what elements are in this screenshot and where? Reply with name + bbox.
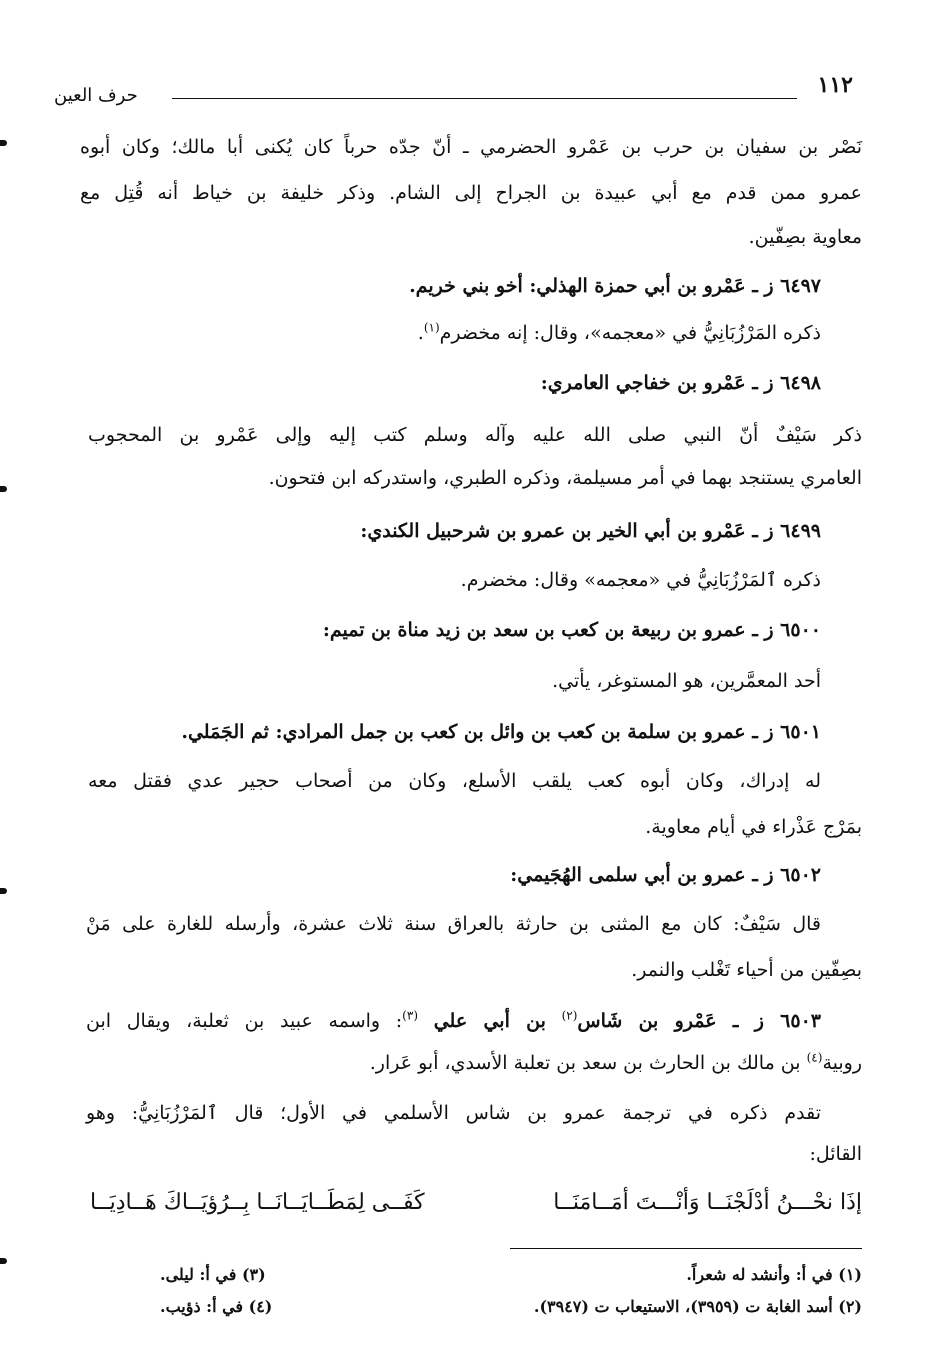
footnote-ref: (٤) — [806, 1050, 823, 1065]
footnote-rule — [510, 1248, 862, 1249]
body-line: تقدم ذكره في ترجمة عمرو بن شاس الأسلمي في الأول؛ قال ٱلمَرْزُبَانِيُّ: وهو — [86, 1102, 821, 1124]
entry-heading-6502: ٦٥٠٢ ز ـ عمرو بن أبي سلمى الهُجَيمي: — [510, 864, 821, 886]
footnote-4: (٤) في أ: ذؤيب. — [160, 1297, 273, 1316]
entry-text-6499: ذكره ٱلمَرْزُبَانِيُّ في «معجمه» وقال: مخضرم. — [460, 569, 821, 591]
entry-heading-6499: ٦٤٩٩ ز ـ عَمْرو بن أبي الخير بن عمرو بن شرحبيل الكندي: — [360, 520, 821, 542]
body-line: القائل: — [809, 1143, 862, 1165]
entry-heading-6501: ٦٥٠١ ز ـ عمرو بن سلمة بن كعب بن وائل بن كعب بن جمل المرادي: ثم الجَمَلي. — [181, 721, 821, 743]
entry-heading-6500: ٦٥٠٠ ز ـ عمرو بن ربيعة بن كعب بن سعد بن زيد مناة بن تميم: — [322, 619, 821, 641]
footnote-3: (٣) في أ: ليلى. — [160, 1265, 266, 1284]
margin-mark — [0, 888, 7, 894]
footnote-ref: (١) — [423, 320, 440, 335]
entry-text-6497: ذكره المَرْزُبَانِيُّ في «معجمه»، وقال: إنه مخضرم$^{(١)}$. — [417, 320, 821, 344]
body-line: عمرو ممن قدم مع أبي عبيدة بن الجراح إلى الشام. وذكر خليفة بن خياط أنه قُتِل مع — [80, 182, 862, 204]
body-line: روبية$^{(٤)}$ بن مالك بن الحارث بن سعد بن تعلبة الأسدي، أبو عَرار. — [369, 1050, 862, 1074]
body-line: ذكر سَيْفٌ أنّ النبي صلى الله عليه وآله وسلم كتب إليه وإلى عَمْرو بن المحجوب — [88, 424, 862, 446]
running-title: حرف العين — [54, 85, 138, 106]
entry-heading-6503: ٦٥٠٣ ز ـ عَمْرو بن شَاس$^{(٢)}$ بن أبي علي $^{(٣)}$: واسمه عبيد بن ثعلبة، ويقال ابن — [86, 1008, 821, 1032]
footnote-ref: (٣) — [402, 1008, 418, 1023]
page-number: ١١٢ — [817, 72, 853, 98]
margin-mark — [0, 486, 7, 492]
footnote-ref: (٢) — [561, 1008, 578, 1023]
entry-heading-6498: ٦٤٩٨ ز ـ عَمْرو بن خفاجي العامري: — [540, 372, 821, 394]
verse-second-hemistich: كَفَــى لِمَطَــايَــانَــا بِــرُؤيَــاكَ هَــادِيَــا — [90, 1190, 425, 1215]
body-line: العامري يستنجد بهما في أمر مسيلمة، وذكره الطبري، واستدركه ابن فتحون. — [268, 467, 862, 489]
entry-text-6500: أحد المعمَّرين، هو المستوغر، يأتي. — [552, 670, 821, 692]
margin-mark — [0, 140, 7, 146]
body-line: قال سَيْفٌ: كان مع المثنى بن حارثة بالعراق سنة ثلاث عشرة، وأرسله للغارة على مَنْ — [86, 913, 821, 935]
body-line: بصِفّين من أحياء تَغْلب والنمر. — [631, 959, 862, 981]
margin-mark — [0, 1258, 7, 1264]
body-line: بمَرْج عَذْراء في أيام معاوية. — [645, 816, 862, 838]
body-line: معاوية بصِفّين. — [748, 226, 862, 248]
body-line: له إدراك، وكان أبوه كعب يلقب الأسلع، وكان من أصحاب حجير عدي فقتل معه — [88, 770, 821, 792]
header-rule — [172, 98, 797, 99]
verse-first-hemistich: إذَا نحْـــنُ أدْلَجْنَــا وَأنْـــتَ أمَــامَنَــا — [553, 1190, 862, 1215]
footnote-1: (١) في أ: وأنشد له شعراً. — [686, 1265, 862, 1284]
body-line: نَصْر بن سفيان بن حرب بن عَمْرو الحضرمي ـ أنّ جدّه حرباً كان يُكنى أبا مالك؛ وكان أبوه — [80, 136, 862, 158]
entry-heading-6497: ٦٤٩٧ ز ـ عَمْرو بن أبي حمزة الهذلي: أخو بني خريم. — [409, 275, 821, 297]
footnote-2: (٢) أسد الغابة ت (٣٩٥٩)، الاستيعاب ت (٣٩٤٧). — [533, 1297, 862, 1316]
